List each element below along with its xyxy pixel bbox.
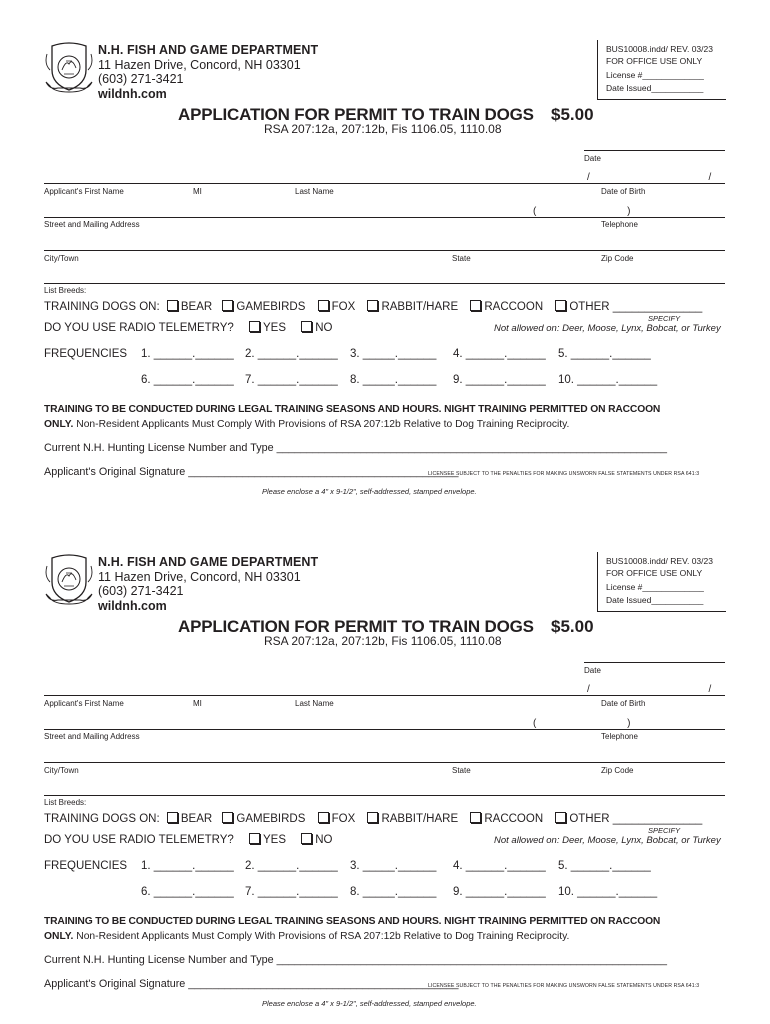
rabbit-hare-checkbox[interactable] [367,300,378,311]
telemetry-not-allowed-note: Not allowed on: Deer, Moose, Lynx, Bobcat, or Turkey [494,835,721,846]
department-website: wildnh.com [98,599,167,613]
department-website: wildnh.com [98,87,167,101]
form-statutes: RSA 207:12a, 207:12b, Fis 1106.05, 1110.08 [264,122,502,136]
signature-field[interactable]: Applicant's Original Signature _____________________________________________ [44,466,459,478]
fox-option-label: FOX [331,301,356,313]
raccoon-option-label: RACCOON [484,301,544,313]
telemetry-yes-label: YES [263,322,287,334]
training-notice-reciprocity: Non-Resident Applicants Must Comply With Provisions of RSA 207:12b Relative to Dog Training Reciprocity. [73,931,570,942]
frequencies-label: FREQUENCIES [44,860,128,872]
bear-checkbox[interactable] [167,300,178,311]
dob-separators: / / [587,172,770,183]
frequency-3-field[interactable]: 3. _____.______ [350,348,437,360]
state-label: State [452,766,471,775]
bear-option-label: BEAR [180,813,213,825]
office-use-label: FOR OFFICE USE ONLY [606,56,703,66]
rabbit-hare-checkbox[interactable] [367,812,378,823]
gamebirds-option-label: GAMEBIRDS [236,301,306,313]
telemetry-not-allowed-note: Not allowed on: Deer, Moose, Lynx, Bobcat, or Turkey [494,323,721,334]
frequency-5-field[interactable]: 5. ______.______ [558,348,651,360]
frequency-10-field[interactable]: 10. ______.______ [558,374,658,386]
frequency-6-field[interactable]: 6. ______.______ [141,374,234,386]
telemetry-no-checkbox[interactable] [301,321,312,332]
envelope-instructions: Please enclose a 4" x 9-1/2", self-addressed, stamped envelope. [262,487,477,496]
date-label: Date [584,154,601,163]
street-address-label: Street and Mailing Address [44,220,140,229]
breeds-field[interactable] [44,795,725,796]
state-label: State [452,254,471,263]
form-title: APPLICATION FOR PERMIT TO TRAIN DOGS [178,105,534,124]
fox-checkbox[interactable] [318,300,329,311]
office-use-label: FOR OFFICE USE ONLY [606,568,703,578]
department-name: N.H. FISH AND GAME DEPARTMENT [98,43,319,57]
phone-area-code-parens: ( ) [533,206,675,217]
city-state-zip-field[interactable] [44,762,725,763]
form-statutes: RSA 207:12a, 207:12b, Fis 1106.05, 1110.08 [264,634,502,648]
envelope-instructions: Please enclose a 4" x 9-1/2", self-addressed, stamped envelope. [262,999,477,1008]
dob-separators: / / [587,684,770,695]
training-dogs-on-row [44,300,702,313]
dob-label: Date of Birth [601,699,646,708]
frequency-2-field[interactable]: 2. ______.______ [245,348,338,360]
frequency-8-field[interactable]: 8. _____.______ [350,886,437,898]
department-phone: (603) 271-3421 [98,72,184,86]
mi-label: MI [193,699,202,708]
other-option-field[interactable]: OTHER ______________ [569,813,703,825]
fox-checkbox[interactable] [318,812,329,823]
telephone-label: Telephone [601,732,638,741]
telemetry-yes-label: YES [263,834,287,846]
form-title: APPLICATION FOR PERMIT TO TRAIN DOGS [178,617,534,636]
nh-fish-game-seal-icon [44,40,94,96]
training-notice-body [44,931,569,942]
penalty-notice: LICENSEE SUBJECT TO THE PENALTIES FOR MAKING UNSWORN FALSE STATEMENTS UNDER RSA 641:3 [428,983,700,989]
frequency-6-field[interactable]: 6. ______.______ [141,886,234,898]
frequency-9-field[interactable]: 9. ______.______ [453,374,546,386]
training-notice-heading: TRAINING TO BE CONDUCTED DURING LEGAL TRAINING SEASONS AND HOURS. NIGHT TRAINING PERMITTED ON RACCOON [44,404,661,415]
breeds-field[interactable] [44,283,725,284]
training-label: TRAINING DOGS ON: [44,301,160,313]
street-address-field[interactable] [44,729,725,730]
raccoon-option-label: RACCOON [484,813,544,825]
frequency-5-field[interactable]: 5. ______.______ [558,860,651,872]
training-notice-only: ONLY. [44,931,74,942]
mi-label: MI [193,187,202,196]
training-notice-heading: TRAINING TO BE CONDUCTED DURING LEGAL TRAINING SEASONS AND HOURS. NIGHT TRAINING PERMITTED ON RACCOON [44,916,661,927]
training-notice-reciprocity: Non-Resident Applicants Must Comply With Provisions of RSA 207:12b Relative to Dog Training Reciprocity. [73,419,570,430]
other-checkbox[interactable] [555,300,566,311]
frequency-10-field[interactable]: 10. ______.______ [558,886,658,898]
city-state-zip-field[interactable] [44,250,725,251]
frequency-1-field[interactable]: 1. ______.______ [141,860,234,872]
fee-amount: $5.00 [551,105,594,124]
first-name-label: Applicant's First Name [44,187,124,196]
rabbit-hare-option-label: RABBIT/HARE [381,813,459,825]
city-label: City/Town [44,254,79,263]
specify-label: SPECIFY [648,314,681,323]
last-name-label: Last Name [295,187,334,196]
fee-amount: $5.00 [551,617,594,636]
name-field[interactable] [44,695,725,696]
hunting-license-field[interactable]: Current N.H. Hunting License Number and Type _________________________________________________________________ [44,954,667,966]
fox-option-label: FOX [331,813,356,825]
office-use-box [597,552,726,612]
raccoon-checkbox[interactable] [470,812,481,823]
department-phone: (603) 271-3421 [98,584,184,598]
telephone-label: Telephone [601,220,638,229]
frequency-4-field[interactable]: 4. ______.______ [453,860,546,872]
name-field[interactable] [44,183,725,184]
permit-form-copy-2 [0,512,770,1024]
gamebirds-checkbox[interactable] [222,300,233,311]
training-dogs-on-row [44,812,702,825]
department-name: N.H. FISH AND GAME DEPARTMENT [98,555,319,569]
frequency-4-field[interactable]: 4. ______.______ [453,348,546,360]
phone-area-code-parens: ( ) [533,718,675,729]
specify-label: SPECIFY [648,826,681,835]
frequencies-label: FREQUENCIES [44,348,128,360]
zip-label: Zip Code [601,254,634,263]
breeds-label: List Breeds: [44,286,87,295]
bear-checkbox[interactable] [167,812,178,823]
department-address: 11 Hazen Drive, Concord, NH 03301 [98,58,301,72]
other-checkbox[interactable] [555,812,566,823]
frequency-7-field[interactable]: 7. ______.______ [245,374,338,386]
frequency-7-field[interactable]: 7. ______.______ [245,886,338,898]
date-label: Date [584,666,601,675]
telemetry-no-checkbox[interactable] [301,833,312,844]
document-id: BUS10008.indd/ REV. 03/23 [606,44,713,54]
frequency-2-field[interactable]: 2. ______.______ [245,860,338,872]
frequency-9-field[interactable]: 9. ______.______ [453,886,546,898]
penalty-notice: LICENSEE SUBJECT TO THE PENALTIES FOR MAKING UNSWORN FALSE STATEMENTS UNDER RSA 641:3 [428,471,700,477]
street-address-label: Street and Mailing Address [44,732,140,741]
telemetry-row [44,321,332,334]
telemetry-yes-checkbox[interactable] [249,321,260,332]
bear-option-label: BEAR [180,301,213,313]
frequency-1-field[interactable]: 1. ______.______ [141,348,234,360]
first-name-label: Applicant's First Name [44,699,124,708]
city-label: City/Town [44,766,79,775]
department-address: 11 Hazen Drive, Concord, NH 03301 [98,570,301,584]
dob-label: Date of Birth [601,187,646,196]
gamebirds-option-label: GAMEBIRDS [236,813,306,825]
zip-label: Zip Code [601,766,634,775]
frequency-8-field[interactable]: 8. _____.______ [350,374,437,386]
street-address-field[interactable] [44,217,725,218]
date-issued-field[interactable]: Date Issued___________ [606,595,704,605]
telemetry-yes-checkbox[interactable] [249,833,260,844]
frequency-3-field[interactable]: 3. _____.______ [350,860,437,872]
license-number-field[interactable]: License #_____________ [606,582,704,592]
date-field[interactable] [584,150,725,151]
last-name-label: Last Name [295,699,334,708]
telemetry-question: DO YOU USE RADIO TELEMETRY? [44,322,234,334]
document-id: BUS10008.indd/ REV. 03/23 [606,556,713,566]
date-issued-field[interactable]: Date Issued___________ [606,83,704,93]
telemetry-row [44,833,332,846]
telemetry-question: DO YOU USE RADIO TELEMETRY? [44,834,234,846]
training-label: TRAINING DOGS ON: [44,813,160,825]
breeds-label: List Breeds: [44,798,87,807]
signature-field[interactable]: Applicant's Original Signature _____________________________________________ [44,978,459,990]
date-field[interactable] [584,662,725,663]
nh-fish-game-seal-icon [44,552,94,608]
rabbit-hare-option-label: RABBIT/HARE [381,301,459,313]
training-notice-only: ONLY. [44,419,74,430]
telemetry-no-label: NO [315,834,333,846]
raccoon-checkbox[interactable] [470,300,481,311]
training-notice-body [44,419,569,430]
gamebirds-checkbox[interactable] [222,812,233,823]
telemetry-no-label: NO [315,322,333,334]
license-number-field[interactable]: License #_____________ [606,70,704,80]
hunting-license-field[interactable]: Current N.H. Hunting License Number and Type _________________________________________________________________ [44,442,667,454]
other-option-field[interactable]: OTHER ______________ [569,301,703,313]
office-use-box [597,40,726,100]
